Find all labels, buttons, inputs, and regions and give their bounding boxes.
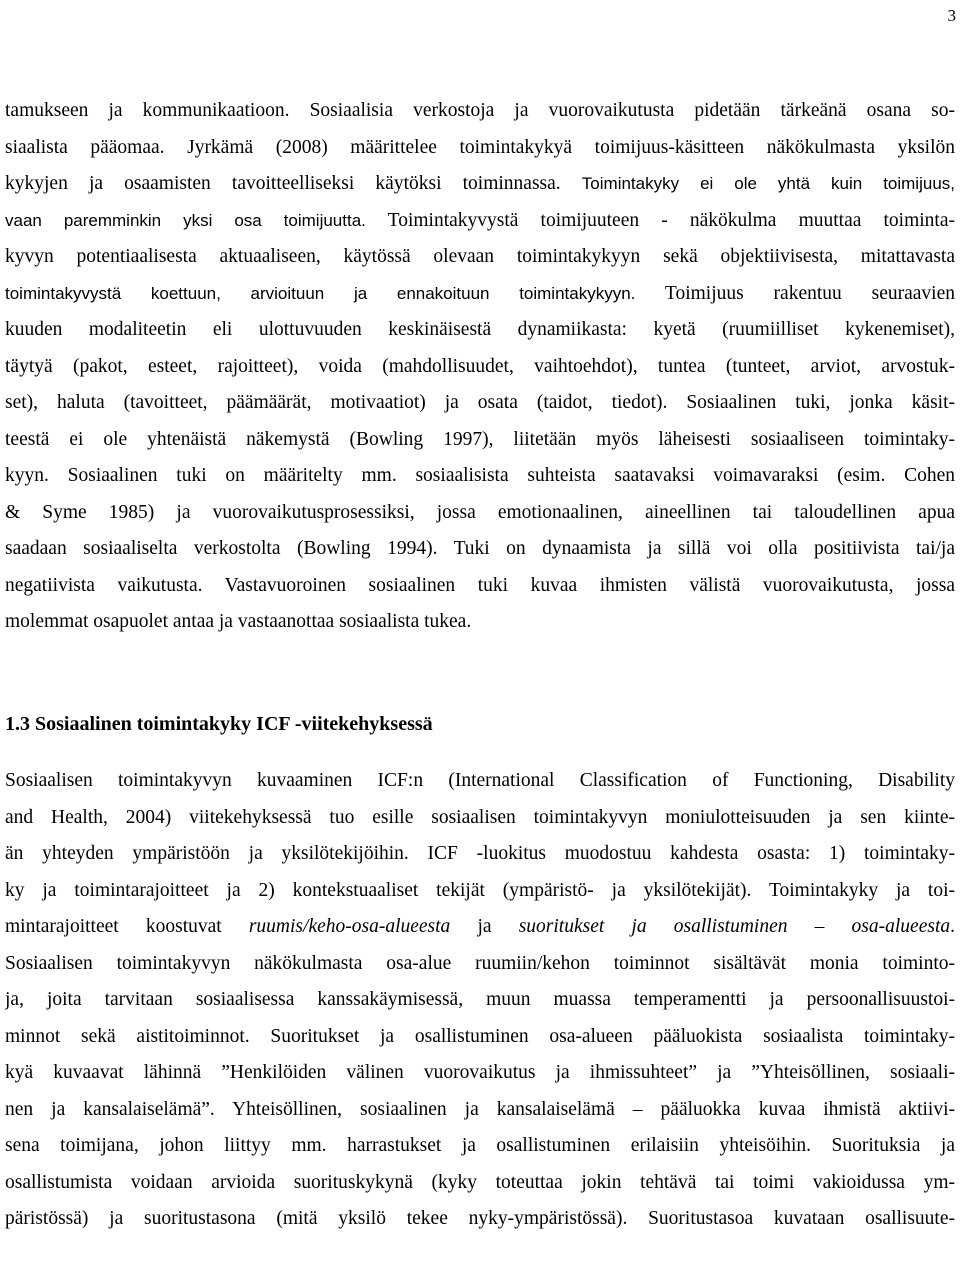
text-line: [5, 239, 955, 276]
page-number: 3: [947, 6, 956, 25]
text-run: molemmat osapuolet antaa ja vastaanottaa sosiaalista tukea.: [5, 611, 472, 632]
text-run: and Health, 2004) viitekehyksessä tuo esille sosiaalisen toimintakyvyn moniulotteisuuden ja sen kiinte-: [5, 806, 955, 828]
text-line: [5, 873, 955, 910]
text-line: [5, 203, 955, 240]
text-run: Toimintakyvystä toimijuuteen - näkökulma muuttaa toiminta-: [365, 209, 955, 231]
text-run: minnot sekä aistitoiminnot. Suoritukset ja osallistuminen osa-alueen pääluokista sosiaalista toimintaky-: [5, 1025, 955, 1047]
text-run: ky ja toimintarajoitteet ja 2) kontekstuaaliset tekijät (ympäristö- ja yksilötekijät). Toimintakyky ja toi-: [5, 879, 955, 901]
text-run: Sosiaalisen toimintakyvyn kuvaaminen ICF:n (International Classification of Functioning, Disability: [5, 770, 955, 791]
text-run: kykyjen ja osaamisten tavoitteelliseksi käytöksi toiminnassa.: [5, 173, 582, 194]
text-line: [5, 1128, 955, 1165]
text-line: [5, 495, 955, 532]
text-run: kyvyn potentiaalisesta aktuaaliseen, käytössä olevaan toimintakykyyn sekä objektiivisesta, mitattavasta: [5, 246, 955, 267]
text-line: [5, 836, 955, 873]
text-run: ja: [450, 916, 519, 937]
text-line: [5, 312, 955, 349]
text-line: [5, 1165, 955, 1202]
text-line: [5, 763, 955, 800]
text-line: [5, 422, 955, 459]
text-run: toimintakyvystä koettuun, arvioituun ja ennakoituun toimintakykyyn.: [5, 283, 636, 303]
text-line: [5, 982, 955, 1019]
text-run: set), haluta (tavoitteet, päämäärät, motivaatiot) ja osata (taidot, tiedot). Sosiaalinen tuki, jonka käsit-: [5, 392, 955, 413]
text-run: kyä kuvaavat lähinnä ”Henkilöiden välinen vuorovaikutus ja ihmissuhteet” ja ”Yhteisöllinen, sosiaali-: [5, 1062, 955, 1083]
text-run: mintarajoitteet koostuvat: [5, 916, 249, 937]
text-run: & Syme 1985) ja vuorovaikutusprosessiksi, jossa emotionaalinen, aineellinen tai taloudellinen apua: [5, 501, 955, 523]
text-line: [5, 1201, 955, 1238]
text-line: [5, 1092, 955, 1129]
section-heading: 1.3 Sosiaalinen toimintakyky ICF -viitekehyksessä: [5, 713, 433, 735]
text-line: [5, 531, 955, 568]
text-run: kyyn. Sosiaalinen tuki on määritelty mm. sosiaalisista suhteista saatavaksi voimavaraksi (esim. Cohen: [5, 465, 955, 486]
text-run: ja, joita tarvitaan sosiaalisessa kanssakäymisessä, muun muassa temperamentti ja persoonallisuustoi-: [5, 989, 955, 1010]
text-run: vaan paremminkin yksi osa toimijuutta.: [5, 210, 366, 230]
text-line: [5, 1019, 955, 1056]
text-line: [5, 800, 955, 837]
text-run: nen ja kansalaiselämä”. Yhteisöllinen, sosiaalinen ja kansalaiselämä – pääluokka kuvaa ihmistä aktiivi-: [5, 1098, 955, 1120]
text-line: [5, 276, 955, 313]
text-run: än yhteyden ympäristöön ja yksilötekijöihin. ICF -luokitus muodostuu kahdesta osasta: 1) toimintaky-: [5, 843, 955, 864]
text-run: päristössä) ja suoritustasona (mitä yksilö tekee nyky-ympäristössä). Suoritustasoa kuvataan osallisuute-: [5, 1208, 955, 1229]
text-line: [5, 130, 955, 167]
text-run: ruumis/keho-osa-alueesta: [248, 916, 451, 937]
text-line: [5, 349, 955, 386]
text-run: osallistumista voidaan arvioida suorituskykynä (kyky toteuttaa jokin tehtävä tai toimi vakioidussa ym-: [5, 1171, 955, 1193]
text-line: [5, 1055, 955, 1092]
text-run: .: [950, 916, 955, 937]
text-line: [5, 166, 955, 203]
text-run: negatiivista vaikutusta. Vastavuoroinen sosiaalinen tuki kuvaa ihmisten välistä vuorovaikutusta, jossa: [5, 574, 955, 596]
text-run: tamukseen ja kommunikaatioon. Sosiaalisia verkostoja ja vuorovaikutusta pidetään tärkeänä osana so-: [5, 100, 955, 121]
text-run: sena toimijana, johon liittyy mm. harrastukset ja osallistuminen erilaisiin yhteisöihin. Suorituksia ja: [5, 1135, 955, 1156]
text-line: [5, 604, 955, 641]
text-line: [5, 385, 955, 422]
text-run: saadaan sosiaaliselta verkostolta (Bowling 1994). Tuki on dynaamista ja sillä voi olla positiivista tai/ja: [5, 538, 955, 559]
text-line: [5, 93, 955, 130]
body-paragraph-1: [5, 93, 955, 641]
text-line: [5, 909, 955, 946]
text-run: kuuden modaliteetin eli ulottuvuuden keskinäisestä dynamiikasta: kyetä (ruumiilliset kykenemiset),: [5, 319, 955, 340]
text-run: täytyä (pakot, esteet, rajoitteet), voida (mahdollisuudet, vaihtoehdot), tuntea (tunteet, arviot, arvostuk-: [5, 355, 955, 377]
text-line: [5, 458, 955, 495]
text-run: Toimijuus rakentuu seuraavien: [635, 282, 955, 304]
text-run: teestä ei ole yhtenäistä näkemystä (Bowling 1997), liitetään myös läheisesti sosiaaliseen toimintaky-: [5, 428, 955, 450]
text-line: [5, 946, 955, 983]
text-run: Toimintakyky ei ole yhtä kuin toimijuus,: [581, 174, 955, 193]
text-run: siaalista pääomaa. Jyrkämä (2008) määrittelee toimintakykyä toimijuus-käsitteen näkökulmasta yksilön: [5, 136, 955, 158]
text-run: suoritukset ja osallistuminen – osa-alueesta: [518, 916, 951, 937]
text-line: [5, 568, 955, 605]
body-paragraph-2: [5, 763, 955, 1238]
text-run: Sosiaalisen toimintakyvyn näkökulmasta osa-alue ruumiin/kehon toiminnot sisältävät monia toiminto-: [5, 952, 955, 974]
